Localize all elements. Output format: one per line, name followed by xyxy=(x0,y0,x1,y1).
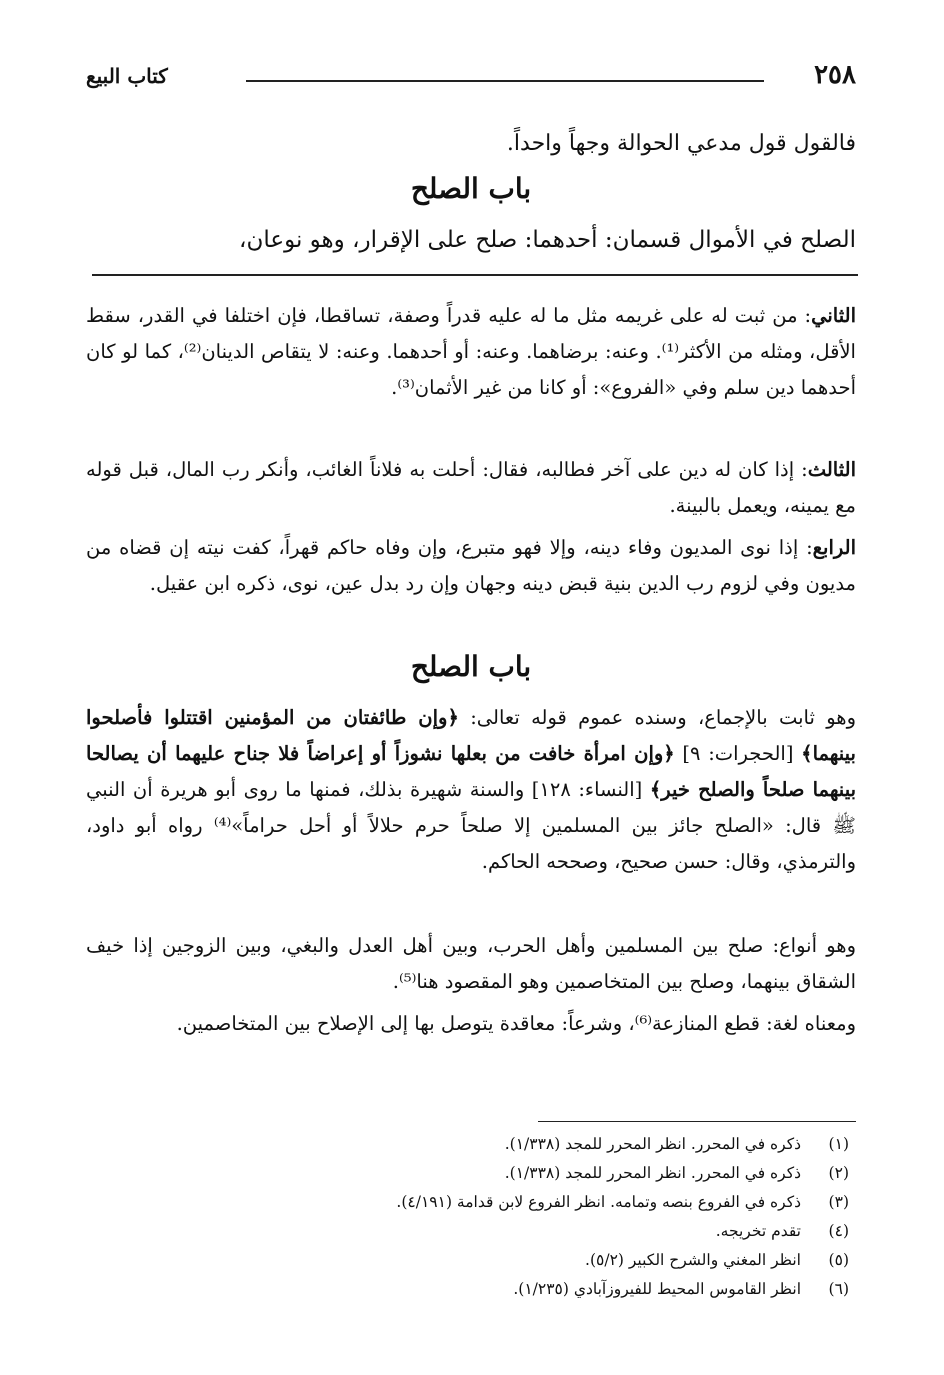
commentary-paragraph-2 xyxy=(86,298,856,406)
verse-reference: [الحجرات: ٩] xyxy=(674,742,802,765)
footnote xyxy=(300,1159,849,1188)
paragraph-label: الثالث xyxy=(807,458,856,481)
footnote-number: (٥) xyxy=(828,1251,849,1269)
quran-verse: ﴿وإن امرأة خافت من بعلها نشوزاً أو إعراضاً فلا جناح عليهما أن يصالحا بينهما صلحاً والصلح خير﴾ xyxy=(86,742,857,801)
commentary-paragraph-types: وهو أنواع: صلح بين المسلمين وأهل الحرب، وبين أهل العدل والبغي، وبين الزوجين إذا خيف الشقاق بينهما، وصلح بين المتخاصمين وهو المقصود هنا⁽⁵⁾. xyxy=(86,934,856,993)
commentary-paragraph-proof xyxy=(86,700,856,880)
footnote xyxy=(300,1188,849,1217)
footnote xyxy=(300,1130,849,1159)
matn-line: الصلح في الأموال قسمان: أحدهما: صلح على الإقرار، وهو نوعان، xyxy=(239,227,856,253)
footnote-text: انظر القاموس المحيط للفيروزآبادي (١/٢٣٥). xyxy=(513,1280,801,1298)
header-rule xyxy=(246,80,764,82)
footnote-number: (٤) xyxy=(828,1222,849,1240)
footnote xyxy=(300,1246,849,1275)
paragraph-label: الثاني xyxy=(811,304,856,327)
footnote-text: انظر المغني والشرح الكبير (٥/٢). xyxy=(585,1251,801,1269)
footnote-text: ذكره في المحرر. انظر المحرر للمجد (١/٣٣٨). xyxy=(504,1164,801,1182)
commentary-paragraph-meaning: ومعناه لغة: قطع المنازعة⁽⁶⁾، وشرعاً: معاقدة يتوصل بها إلى الإصلاح بين المتخاصمين. xyxy=(176,1012,856,1035)
footnotes xyxy=(300,1130,849,1304)
footnote-number: (٦) xyxy=(828,1280,849,1298)
paragraph-text: وهو ثابت بالإجماع، وسنده عموم قوله تعالى: xyxy=(458,706,856,729)
footnote-text: تقدم تخريجه. xyxy=(715,1222,801,1240)
page-number: ٢٥٨ xyxy=(814,60,856,90)
footnote-number: (٢) xyxy=(828,1164,849,1182)
running-title: كتاب البيع xyxy=(86,64,168,88)
footnote-separator xyxy=(538,1121,856,1122)
page-header xyxy=(86,60,856,96)
footnote xyxy=(300,1217,849,1246)
paragraph-text: : إذا نوى المديون وفاء دينه، وإلا فهو متبرع، وإن وفاه حاكم قهراً، كفت نيته إن قضاه من مديون وفي لزوم رب الدين بنية قبض دينه وجهان وإن رد بدل عين، نوى، ذكره ابن عقيل. xyxy=(86,536,856,595)
paragraph-text: : إذا كان له دين على آخر فطالبه، فقال: أحلت به فلاناً الغائب، وأنكر رب المال، قبل قوله مع يمينه، ويعمل بالبينة. xyxy=(86,458,856,517)
footnote-text: ذكره في المحرر. انظر المحرر للمجد (١/٣٣٨). xyxy=(504,1135,801,1153)
commentary-paragraph-3 xyxy=(86,452,856,524)
text-separator xyxy=(92,274,858,276)
intro-line: فالقول قول مدعي الحوالة وجهاً واحداً. xyxy=(506,131,856,156)
paragraph-label: الرابع xyxy=(812,536,856,559)
section-heading: باب الصلح xyxy=(410,172,532,205)
footnote-text: ذكره في الفروع بنصه وتمامه. انظر الفروع لابن قدامة (٤/١٩١). xyxy=(396,1193,801,1211)
section-heading-commentary: باب الصلح xyxy=(410,650,532,683)
footnote-number: (٣) xyxy=(828,1193,849,1211)
footnote xyxy=(300,1275,849,1304)
commentary-paragraph-4 xyxy=(86,530,856,602)
paragraph-text: : من ثبت له على غريمه مثل ما له عليه قدراً وصفة، تساقطا، فإن اختلفا في القدر، سقط الأقل، ومثله من الأكثر⁽¹⁾. وعنه: برضاهما. وعنه: أو أحدهما. وعنه: لا يتقاص الدينان⁽²⁾، كما لو كان أحدهما دين سلم وفي «الفروع»: أو كانا من غير الأثمان⁽³⁾. xyxy=(86,304,856,399)
paragraph-text: [النساء: ١٢٨] والسنة شهيرة بذلك، فمنها ما روى أبو هريرة أن النبي ﷺ قال: «الصلح جائز بين المسلمين إلا صلحاً حرم حلالاً أو أحل حراماً»⁽⁴⁾ رواه أبو داود، والترمذي، وقال: حسن صحيح، وصححه الحاكم. xyxy=(86,778,856,873)
footnote-number: (١) xyxy=(828,1135,849,1153)
quran-verse: ﴿وإن طائفتان من المؤمنين اقتتلوا فأصلحوا بينهما﴾ xyxy=(86,706,856,765)
